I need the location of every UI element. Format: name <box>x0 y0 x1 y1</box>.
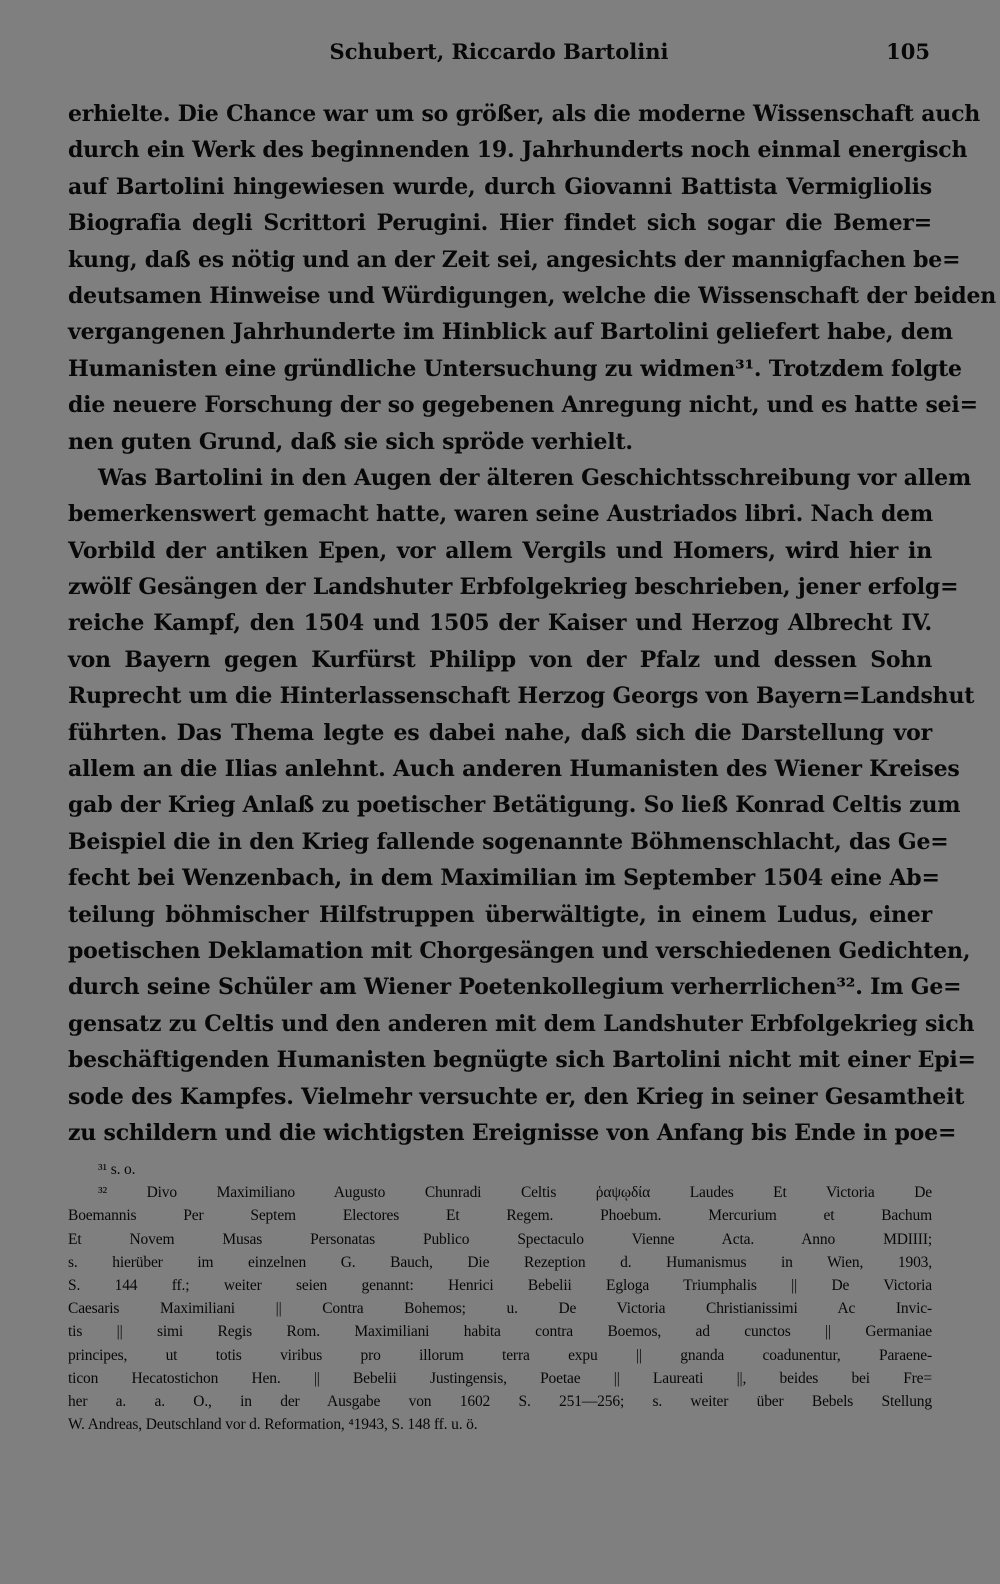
text-line: Biografia degli Scrittori Perugini. Hier findet sich sogar die Bemer= <box>68 210 932 237</box>
body-text <box>68 96 997 1151</box>
text-line: reiche Kampf, den 1504 und 1505 der Kaiser und Herzog Albrecht IV. <box>68 610 932 637</box>
footnote-line: S. 144 ff.; weiter seien genannt: Henrici Bebelii Egloga Triumphalis || De Victoria <box>68 1276 932 1294</box>
text-line: bemerkenswert gemacht hatte, waren seine Austriados libri. Nach dem <box>68 501 934 528</box>
footnote-32: ³² Divo Maximiliano Augusto Chunradi Celtis ῥαψῳδία Laudes Et Victoria De <box>98 1184 932 1202</box>
text-line: durch seine Schüler am Wiener Poetenkollegium verherrlichen³². Im Ge= <box>68 974 962 1001</box>
footnote-line: Et Novem Musas Personatas Publico Spectaculo Vienne Acta. Anno MDIIII; <box>68 1230 932 1248</box>
footnote-line: principes, ut totis viribus pro illorum terra expu || gnanda coadunentur, Paraene- <box>68 1346 932 1364</box>
text-line: deutsamen Hinweise und Würdigungen, welche die Wissenschaft der beiden <box>68 282 997 309</box>
text-line: zu schildern und die wichtigsten Ereignisse von Anfang bis Ende in poe= <box>68 1119 957 1146</box>
text-line: Beispiel die in den Krieg fallende sogenannte Böhmenschlacht, das Ge= <box>68 828 949 855</box>
text-line: durch ein Werk des beginnenden 19. Jahrhunderts noch einmal energisch <box>68 137 968 164</box>
text-line: Ruprecht um die Hinterlassenschaft Herzog Georgs von Bayern=Landshut <box>68 683 975 710</box>
running-title: Schubert, Riccardo Bartolini <box>329 39 669 64</box>
footnote-line: her a. a. O., in der Ausgabe von 1602 S. 251—256; s. weiter über Bebels Stellung <box>68 1392 932 1410</box>
footnote-line: Boemannis Per Septem Electores Et Regem. Phoebum. Mercurium et Bachum <box>68 1207 932 1225</box>
footnote-line: ticon Hecatostichon Hen. || Bebelii Justingensis, Poetae || Laureati ||, beides bei Fre= <box>68 1369 932 1387</box>
text-line: allem an die Ilias anlehnt. Auch anderen Humanisten des Wiener Kreises <box>68 756 960 783</box>
text-line: gensatz zu Celtis und den anderen mit dem Landshuter Erbfolgekrieg sich <box>68 1010 975 1037</box>
text-line: gab der Krieg Anlaß zu poetischer Betätigung. So ließ Konrad Celtis zum <box>68 792 961 819</box>
text-line: vergangenen Jahrhunderte im Hinblick auf Bartolini geliefert habe, dem <box>68 319 953 346</box>
text-line: von Bayern gegen Kurfürst Philipp von der Pfalz und dessen Sohn <box>68 646 932 673</box>
text-line: zwölf Gesängen der Landshuter Erbfolgekrieg beschrieben, jener erfolg= <box>68 574 959 601</box>
text-line: führten. Das Thema legte es dabei nahe, daß sich die Darstellung vor <box>68 719 932 746</box>
running-head <box>68 34 930 70</box>
footnote-line: tis || simi Regis Rom. Maximiliani habita contra Boemos, ad cunctos || Germaniae <box>68 1323 932 1341</box>
footnotes <box>68 1158 932 1436</box>
footnote-line: s. hierüber im einzelnen G. Bauch, Die Rezeption d. Humanismus in Wien, 1903, <box>68 1253 932 1271</box>
text-line: die neuere Forschung der so gegebenen Anregung nicht, und es hatte sei= <box>68 392 978 419</box>
footnote-line: W. Andreas, Deutschland vor d. Reformation, ⁴1943, S. 148 ff. u. ö. <box>68 1416 478 1434</box>
text-line: Humanisten eine gründliche Untersuchung zu widmen³¹. Trotzdem folgte <box>68 355 962 382</box>
footnote-line: Caesaris Maximiliani || Contra Bohemos; u. De Victoria Christianissimi Ac Invic- <box>68 1300 932 1318</box>
text-line: Was Bartolini in den Augen der älteren Geschichtsschreibung vor allem <box>98 464 972 491</box>
text-line: poetischen Deklamation mit Chorgesängen und verschiedenen Gedichten, <box>68 937 971 964</box>
text-line: beschäftigenden Humanisten begnügte sich Bartolini nicht mit einer Epi= <box>68 1047 976 1074</box>
text-line: auf Bartolini hingewiesen wurde, durch Giovanni Battista Vermigliolis <box>68 173 932 200</box>
text-line: sode des Kampfes. Vielmehr versuchte er, den Krieg in seiner Gesamtheit <box>68 1083 965 1110</box>
page-number: 105 <box>886 39 930 64</box>
footnote-31: ³¹ s. o. <box>98 1161 136 1178</box>
text-line: fecht bei Wenzenbach, in dem Maximilian im September 1504 eine Ab= <box>68 865 940 892</box>
text-line: kung, daß es nötig und an der Zeit sei, angesichts der mannigfachen be= <box>68 246 961 273</box>
text-line: erhielte. Die Chance war um so größer, als die moderne Wissenschaft auch <box>68 101 981 127</box>
text-line: teilung böhmischer Hilfstruppen überwältigte, in einem Ludus, einer <box>68 901 932 928</box>
text-line: Vorbild der antiken Epen, vor allem Vergils und Homers, wird hier in <box>68 537 932 564</box>
text-line: nen guten Grund, daß sie sich spröde verhielt. <box>68 428 633 455</box>
